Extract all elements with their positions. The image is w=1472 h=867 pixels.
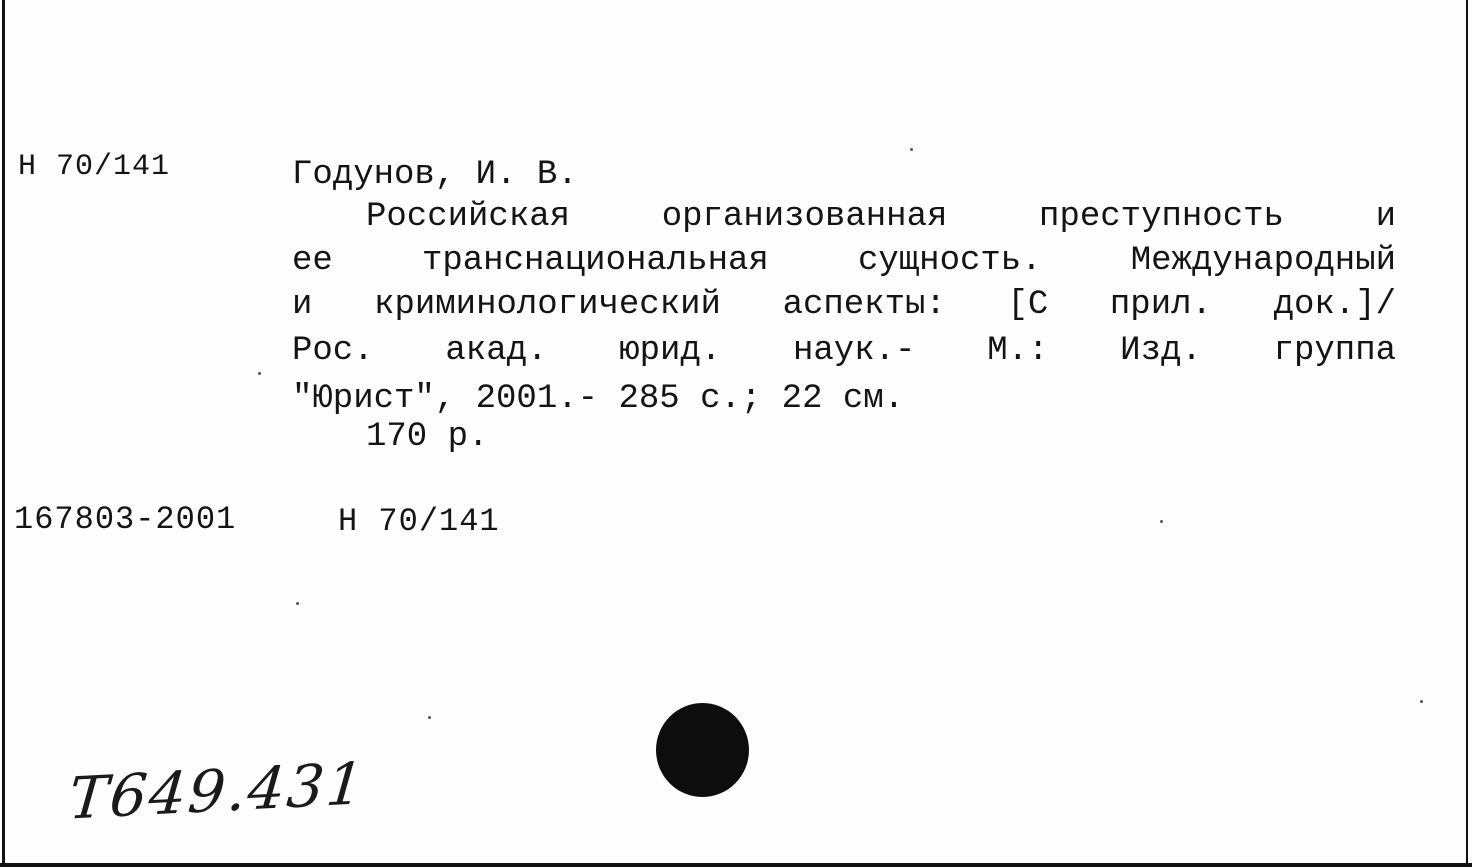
card-border-left — [2, 0, 5, 867]
scan-speck — [428, 716, 431, 719]
scan-speck — [296, 602, 299, 605]
scan-speck — [258, 372, 261, 375]
call-number-top: Н 70/141 — [18, 150, 171, 184]
card-border-right — [1466, 0, 1468, 867]
description-line-2: ее транснациональная сущность. Международный — [292, 242, 1396, 280]
accession-number: 167803-2001 — [14, 501, 237, 538]
author-heading: Годунов, И. В. — [292, 156, 578, 194]
scan-speck — [1160, 520, 1163, 523]
call-number-bottom: Н 70/141 — [338, 503, 500, 540]
scan-speck — [910, 148, 913, 151]
punch-hole — [656, 703, 749, 797]
description-line-3: и криминологический аспекты: [С прил. док.]/ — [292, 286, 1396, 324]
scan-speck — [1420, 700, 1423, 703]
price: 170 р. — [366, 418, 489, 456]
handwritten-classification: Т649.431 — [66, 749, 369, 833]
card-border-bottom — [0, 863, 1472, 867]
description-line-5: "Юрист", 2001.- 285 с.; 22 см. — [292, 380, 905, 418]
description-line-1: Российская организованная преступность и — [366, 198, 1396, 236]
description-line-4: Рос. акад. юрид. наук.- М.: Изд. группа — [292, 332, 1396, 370]
